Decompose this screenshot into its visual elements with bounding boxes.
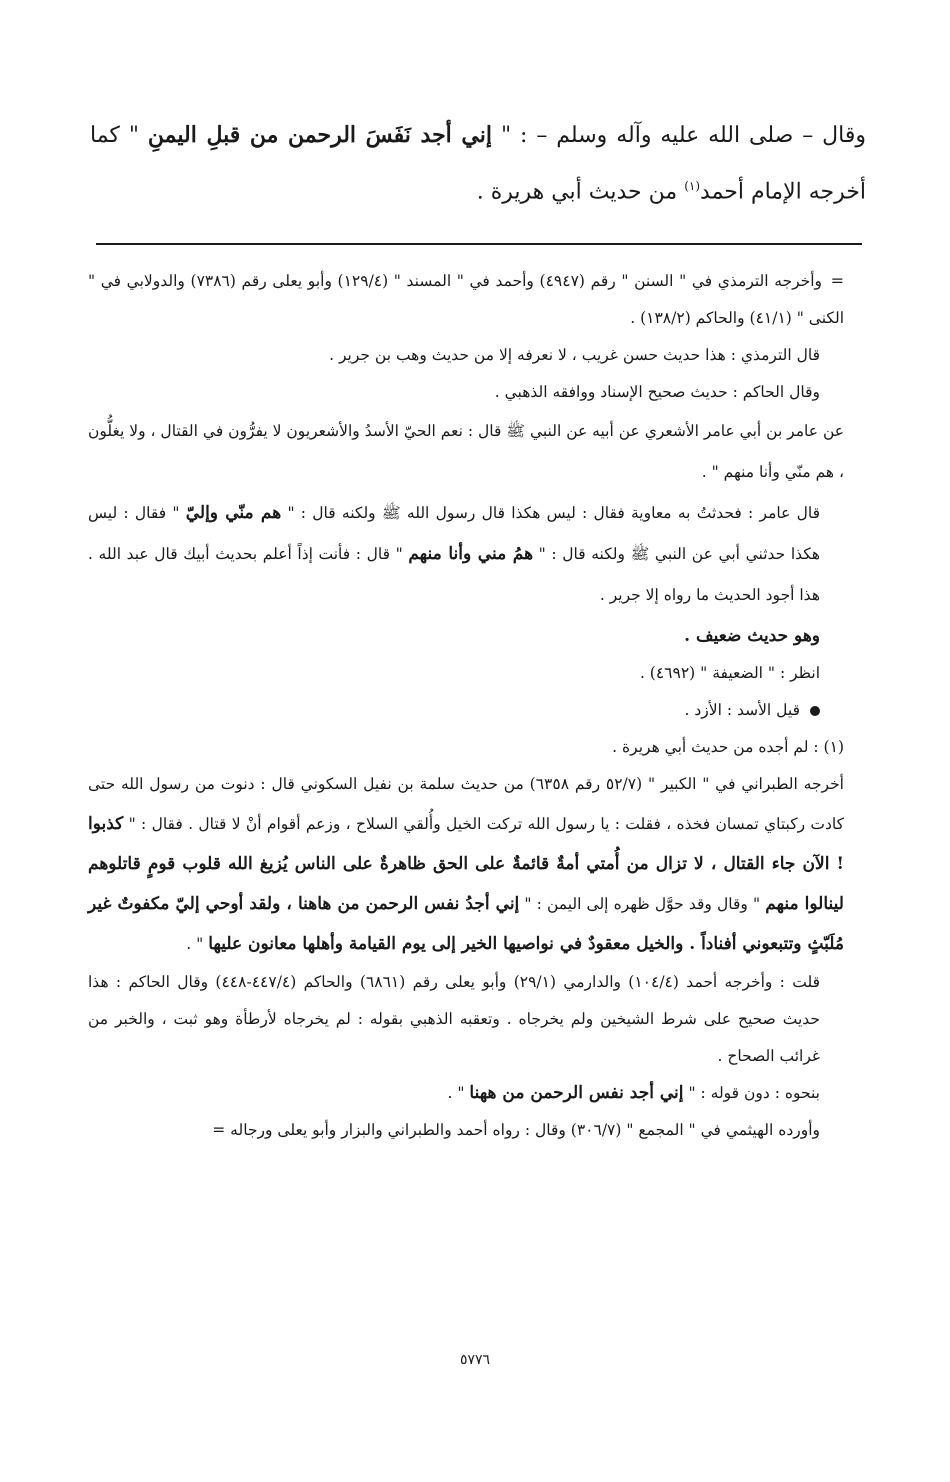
quote-bold: إني أجد نفس الرحمن من ههنا bbox=[469, 1083, 684, 1103]
footnote-separator bbox=[96, 243, 862, 245]
main-line1-start: وقال – صلى الله عليه وآله وسلم – : " bbox=[500, 123, 867, 148]
note-text: أخرجه الطبراني في " الكبير " (٥٢/٧ رقم ٦٣٥٨) من حديث سلمة بن نفيل السكوني قال : دنوت من رسول الله حتى كادت ركبتاي تمسان فخذه ، فقلت : يا رسول الله تركت الخيل وأُلقي السلاح ، وزعم أقوام أنْ لا قتال . فقال : " bbox=[88, 775, 844, 833]
weak-hadith-verdict: وهو حديث ضعيف . bbox=[684, 626, 820, 646]
note-text: " فقال : ليس هكذا حدثني أبي عن النبي ﷺ ولكنه قال : " bbox=[88, 504, 820, 563]
note-text: " . bbox=[186, 935, 204, 953]
footnote-1-marker: (١) bbox=[823, 738, 844, 756]
note-text: " قال : فأنت إذاً أعلم بحديث أبيك قال عبد الله . هذا أجود الحديث ما رواه إلا جرير . bbox=[88, 545, 820, 604]
continuation-marker: = bbox=[830, 271, 845, 290]
main-line2-end: من حديث أبي هريرة . bbox=[476, 179, 678, 205]
main-text bbox=[90, 110, 866, 217]
note-paragraph-11 bbox=[88, 1075, 844, 1112]
note-paragraph-12: وأورده الهيثمي في " المجمع " (٣٠٦/٧) وقال : رواه أحمد والطبراني والبزار وأبو يعلى ورجاله = bbox=[212, 1121, 820, 1139]
note-text: قال عامر : فحدثتُ به معاوية فقال : ليس هكذا قال رسول الله ﷺ ولكنه قال : " bbox=[287, 504, 820, 522]
footnote-1-heading bbox=[88, 731, 844, 764]
note-paragraph-2: قال الترمذي : هذا حديث حسن غريب ، لا نعرفه إلا من حديث وهب بن جرير . bbox=[329, 346, 820, 364]
note-text: وأخرجه الترمذي في " السنن " رقم (٤٩٤٧) وأحمد في " المسند " (١٢٩/٤) وأبو يعلى رقم (٧٣٨٦) والدولابي في " الكنى " (٤١/١) والحاكم (١٣٨/٢) . bbox=[88, 272, 844, 327]
note-paragraph-8 bbox=[88, 690, 844, 731]
quote-bold: همُ مني وأنا منهم bbox=[408, 544, 534, 564]
note-paragraph-7: انظر : " الضعيفة " (٤٦٩٢) . bbox=[639, 664, 820, 682]
quote-bold: كذبوا ! الآن جاء القتال ، لا تزال من أُمتي أمةٌ قائمةٌ على الحق ظاهرةٌ على الناس يُزيغ الله قلوب قومٍ قاتلوهم لينالوا منهم bbox=[88, 814, 844, 914]
note-paragraph-3: وقال الحاكم : حديث صحيح الإسناد ووافقه الذهبي . bbox=[494, 383, 820, 401]
note-text: بنحوه : دون قوله : " bbox=[688, 1084, 820, 1102]
main-paragraph bbox=[90, 110, 866, 217]
hadith-quote: إني أجد نَفَسَ الرحمن من قبلِ اليمنِ bbox=[147, 122, 492, 148]
note-text: : لم أجده من حديث أبي هريرة . bbox=[612, 738, 819, 756]
page-number: ٥٧٧٦ bbox=[459, 1352, 491, 1368]
main-line1-end: " كما bbox=[90, 123, 139, 148]
quote-bold: هم منّي وإليّ bbox=[185, 503, 282, 523]
main-line2-start: أخرجه الإمام أحمد bbox=[700, 179, 866, 205]
note-paragraph-10: قلت : وأخرجه أحمد (١٠٤/٤) والدارمي (٢٩/١) وأبو يعلى رقم (٦٨٦١) والحاكم (٤٤٧/٤-٤٤٨) وقال الحاكم : هذا حديث صحيح على شرط الشيخين ولم يخرجاه . وتعقبه الذهبي بقوله : لم يخرجاه لأرطأة وهو ثبت ، والخبر من غرائب الصحاح . bbox=[88, 973, 820, 1065]
footnotes bbox=[88, 262, 844, 1149]
bullet-icon bbox=[810, 706, 820, 716]
note-paragraph-5 bbox=[88, 493, 844, 616]
note-text: قيل الأسد : الأزد . bbox=[684, 701, 800, 719]
note-text: " وقال وقد حوَّل ظهره إلى اليمن : " bbox=[524, 895, 761, 913]
note-text: " . bbox=[447, 1084, 465, 1102]
footnote-reference: (١) bbox=[684, 179, 701, 193]
note-paragraph-4: عن عامر بن أبي عامر الأشعري عن أبيه عن النبي ﷺ قال : نعم الحيّ الأسدُ والأشعريون لا يفرُّون في القتال ، ولا يغلُّون ، هم منّي وأنا منهم " . bbox=[88, 422, 844, 481]
note-paragraph-9 bbox=[88, 764, 844, 964]
quote-bold: إني أجدُ نفس الرحمن من هاهنا ، ولقد أوحي إليّ مكفوتٌ غير مُلَبّثٍ وتتبعوني أفناداً . والخيل معقودٌ في نواصيها الخير إلى يوم القيامة وأهلها معانون عليها bbox=[88, 894, 844, 954]
note-paragraph-1 bbox=[88, 262, 844, 337]
